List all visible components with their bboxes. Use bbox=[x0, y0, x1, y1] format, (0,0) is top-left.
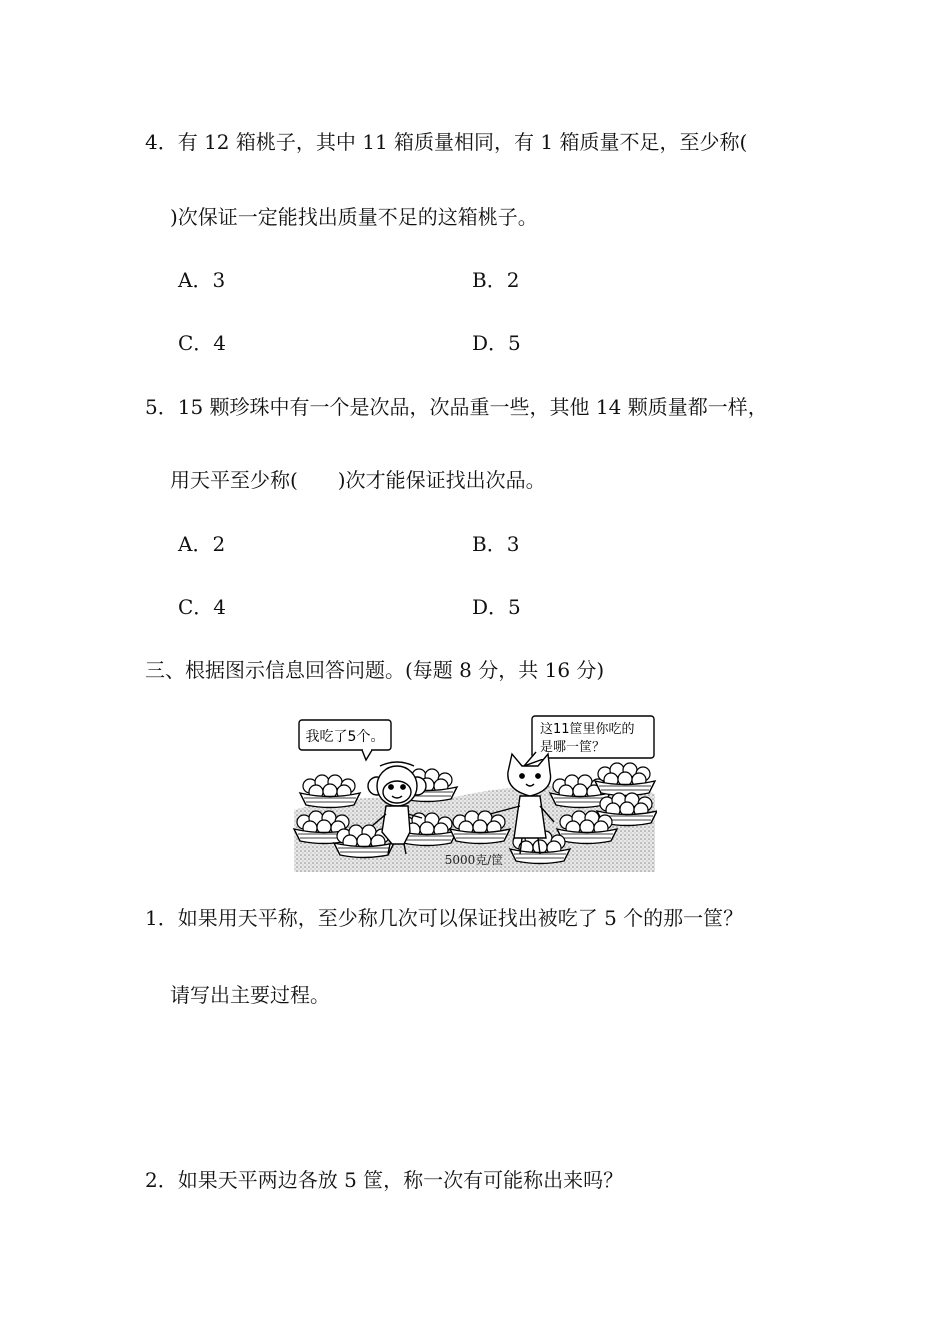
p1-line1: 1．如果用天平称，至少称几次可以保证找出被吃了 5 个的那一筐？ bbox=[145, 906, 744, 930]
q4-option-a[interactable]: A．3 bbox=[178, 268, 226, 292]
section-3-heading: 三、根据图示信息回答问题。(每题 8 分，共 16 分) bbox=[145, 658, 605, 682]
q4-stem-line2: )次保证一定能找出质量不足的这箱桃子。 bbox=[170, 205, 538, 229]
basket-weight-caption: 5000克/筐 bbox=[444, 853, 504, 867]
q5-option-c[interactable]: C．4 bbox=[178, 595, 227, 619]
q5-option-b[interactable]: B．3 bbox=[472, 532, 520, 556]
p1-line2: 请写出主要过程。 bbox=[170, 983, 330, 1007]
q5-stem-line1: 5．15 颗珍珠中有一个是次品，次品重一些，其他 14 颗质量都一样， bbox=[145, 395, 768, 419]
q5-stem-line2: 用天平至少称( )次才能保证找出次品。 bbox=[170, 468, 546, 492]
monkey-cat-baskets-illustration bbox=[292, 714, 657, 874]
q5-option-d[interactable]: D．5 bbox=[472, 595, 521, 619]
q4-option-c[interactable]: C．4 bbox=[178, 331, 227, 355]
q4-option-b[interactable]: B．2 bbox=[472, 268, 520, 292]
q5-option-a[interactable]: A．2 bbox=[178, 532, 226, 556]
cat-bubble-line1: 这11筐里你吃的 bbox=[540, 722, 635, 737]
q4-option-d[interactable]: D．5 bbox=[472, 331, 521, 355]
p2-line1: 2．如果天平两边各放 5 筐，称一次有可能称出来吗？ bbox=[145, 1168, 624, 1192]
cat-bubble-line2: 是哪一筐？ bbox=[540, 740, 606, 755]
q4-stem-line1: 4．有 12 箱桃子，其中 11 箱质量相同，有 1 箱质量不足，至少称( bbox=[145, 130, 748, 154]
monkey-bubble-text: 我吃了5个。 bbox=[305, 729, 385, 745]
monkey-speech-bubble bbox=[299, 720, 391, 760]
